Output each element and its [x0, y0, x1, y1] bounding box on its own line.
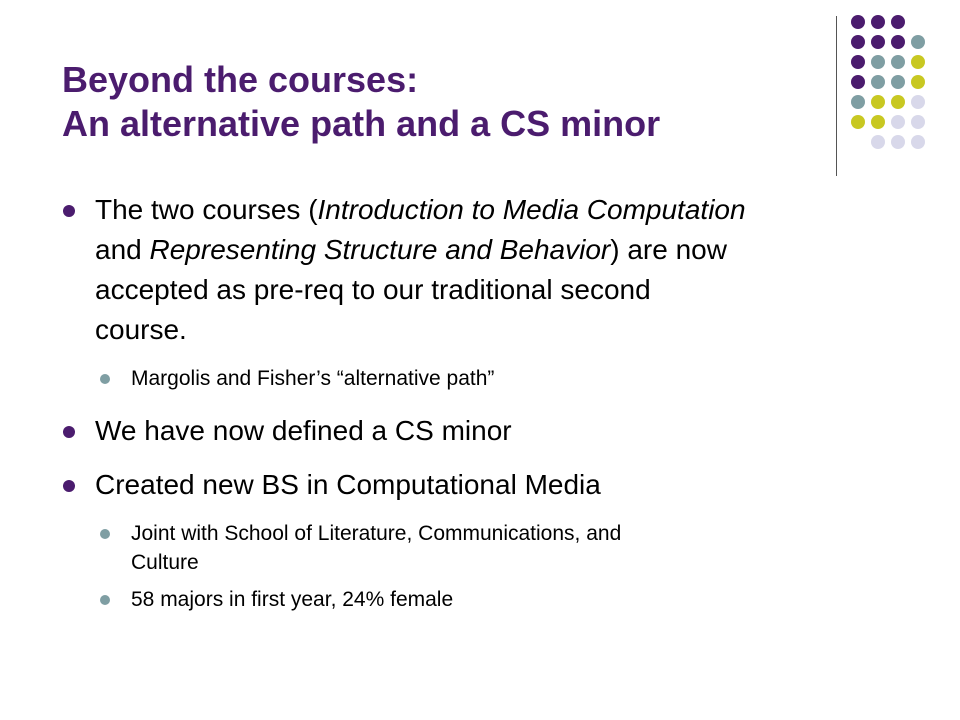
slide-content	[62, 190, 922, 622]
decorative-dot	[891, 135, 905, 149]
decorative-dot	[851, 75, 865, 89]
slide-title	[62, 58, 802, 146]
decorative-dot	[851, 15, 865, 29]
decorative-dot	[891, 55, 905, 69]
decorative-dot	[871, 115, 885, 129]
decorative-dot-grid	[838, 10, 958, 160]
decorative-dot	[911, 115, 925, 129]
title-line-1: Beyond the courses:	[62, 59, 419, 100]
decorative-dot	[851, 35, 865, 49]
decorative-dot	[911, 55, 925, 69]
decorative-dot	[911, 35, 925, 49]
decorative-dot	[871, 135, 885, 149]
decorative-dot	[891, 115, 905, 129]
sub-bullet-alternative-path: Margolis and Fisher’s “alternative path”	[98, 364, 871, 393]
sub-bullet-majors-stat: 58 majors in first year, 24% female	[98, 585, 871, 614]
decorative-dot	[911, 95, 925, 109]
title-line-2: An alternative path and a CS minor	[62, 103, 661, 144]
bullet-line: The two courses (Introduction to Media Computation	[95, 194, 746, 225]
decorative-dot	[891, 75, 905, 89]
decorative-dot	[871, 95, 885, 109]
decorative-dot	[911, 135, 925, 149]
decorative-divider	[836, 16, 837, 176]
bullet-line: accepted as pre-req to our traditional second	[95, 274, 651, 305]
decorative-dot	[871, 75, 885, 89]
bullet-two-courses	[62, 190, 915, 350]
decorative-dot	[851, 115, 865, 129]
decorative-dot	[851, 95, 865, 109]
decorative-dot	[871, 55, 885, 69]
decorative-dot	[851, 55, 865, 69]
decorative-dot	[871, 15, 885, 29]
bullet-bs-computational-media: Created new BS in Computational Media	[62, 465, 915, 505]
decorative-dot	[891, 15, 905, 29]
decorative-dot	[891, 35, 905, 49]
decorative-dot	[911, 75, 925, 89]
bullet-line: course.	[95, 314, 187, 345]
bullet-line: and Representing Structure and Behavior) are now	[95, 234, 727, 265]
decorative-dot	[871, 35, 885, 49]
sub-bullet-joint-school: Joint with School of Literature, Communications, and Culture	[98, 519, 871, 577]
bullet-cs-minor: We have now defined a CS minor	[62, 411, 915, 451]
decorative-dot	[891, 95, 905, 109]
